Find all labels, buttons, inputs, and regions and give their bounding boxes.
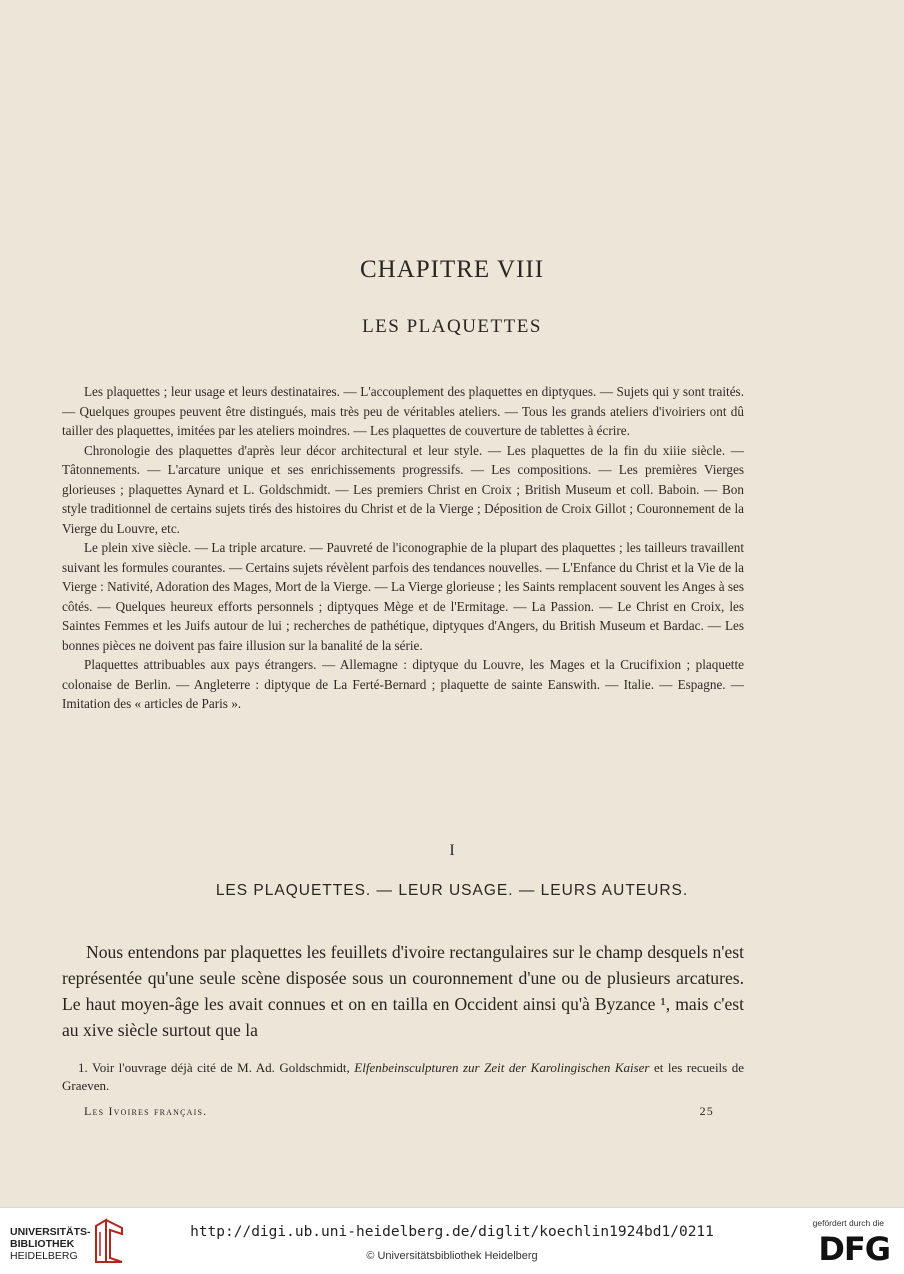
summary-paragraph: Plaquettes attribuables aux pays étrangers. — Allemagne : diptyque du Louvre, les Mages et la Crucifixion ; plaquette colonaise de Berlin. — Angleterre : diptyque de La Ferté-Bernard ; plaquette de sainte Eanswith. — Italie. — Espagne. — Imitation des « articles de Paris ».: [62, 657, 744, 711]
viewer-footer: [0, 1207, 904, 1274]
section-title: LES PLAQUETTES. — LEUR USAGE. — LEURS AUTEURS.: [215, 882, 689, 899]
chapter-subtitle: LES PLAQUETTES: [362, 316, 542, 337]
chapter-title: CHAPITRE VIII: [359, 256, 545, 283]
summary-paragraph: Les plaquettes ; leur usage et leurs destinataires. — L'accouplement des plaquettes en diptyques. — Sujets qui y sont traités. — Quelques groupes peuvent être distingués, mais très peu de véritables ateliers. — Tous les grands ateliers d'ivoiriers ont dû tailler des plaquettes, imitées par les ateliers moindres. — Les plaquettes de couverture de tablettes à écrire.: [62, 384, 744, 438]
library-name-line1: UNIVERSITÄTS-: [10, 1226, 91, 1238]
body-text: [62, 939, 744, 1043]
summary-paragraph: Le plein xive siècle. — La triple arcature. — Pauvreté de l'iconographie de la plupart des plaquettes ; les tailleurs travaillent suivant les formules courantes. — Certains sujets révèlent parfois des tendances nouvelles. — L'Enfance du Christ et la Vie de la Vierge : Nativité, Adoration des Mages, Mort de la Vierge. — La Vierge glorieuse ; les Saints remplacent souvent les Anges à ses côtés. — Quelques heureux efforts personnels ; diptyques Mège et de l'Ermitage. — La Passion. — Le Christ en Croix, les Saintes Femmes et les Juifs autour de lui ; recherches de pathétique, diptyques d'Angers, du British Museum et Bardac. — Les bonnes pièces ne doivent pas faire illusion sur la banalité de la série.: [62, 540, 744, 653]
footnote-title: Elfenbeinsculpturen zur Zeit der Karolingischen Kaiser: [354, 1060, 650, 1075]
library-name-line3: HEIDELBERG: [10, 1250, 78, 1262]
permalink-url[interactable]: http://digi.ub.uni-heidelberg.de/diglit/koechlin1924bd1/0211: [190, 1224, 714, 1240]
dfg-logo[interactable]: DFG: [818, 1230, 890, 1268]
footnote: [62, 1059, 744, 1095]
summary-paragraph: Chronologie des plaquettes d'après leur décor architectural et leur style. — Les plaquettes de la fin du xiiie siècle. — Tâtonnements. — L'arcature unique et ses enrichissements progressifs. — Les compositions. — Les premières Vierges glorieuses ; plaquettes Aynard et L. Goldschmidt. — Les premiers Christ en Croix ; British Museum et coll. Baboin. — Bon style traditionnel de certains sujets tirés des histoires du Christ et de la Vierge ; Déposition de Croix Gillot ; Couronnement de la Vierge du Louvre, etc.: [62, 442, 744, 536]
chapter-summary: [62, 382, 744, 714]
library-name-line2: BIBLIOTHEK: [10, 1238, 75, 1250]
section-number: I: [449, 842, 455, 859]
funding-label: gefördert durch die: [812, 1218, 884, 1228]
running-title: Les Ivoires français.: [84, 1104, 208, 1118]
footnote-lead: 1. Voir l'ouvrage déjà cité de M. Ad. Goldschmidt,: [78, 1060, 355, 1075]
body-paragraph: Nous entendons par plaquettes les feuillets d'ivoire rectangulaires sur le champ desquels n'est représentée qu'une seule scène disposée sous un couronnement d'une ou de plusieurs arcatures. Le haut moyen-âge les avait connues et on en tailla en Occident ainsi qu'à Byzance ¹, mais c'est au xive siècle surtout que la: [62, 942, 744, 1040]
copyright-notice: © Universitätsbibliothek Heidelberg: [366, 1250, 538, 1262]
page-number: 25: [699, 1104, 714, 1118]
footnote-tail: et les recueils de Graeven.: [62, 1060, 744, 1093]
